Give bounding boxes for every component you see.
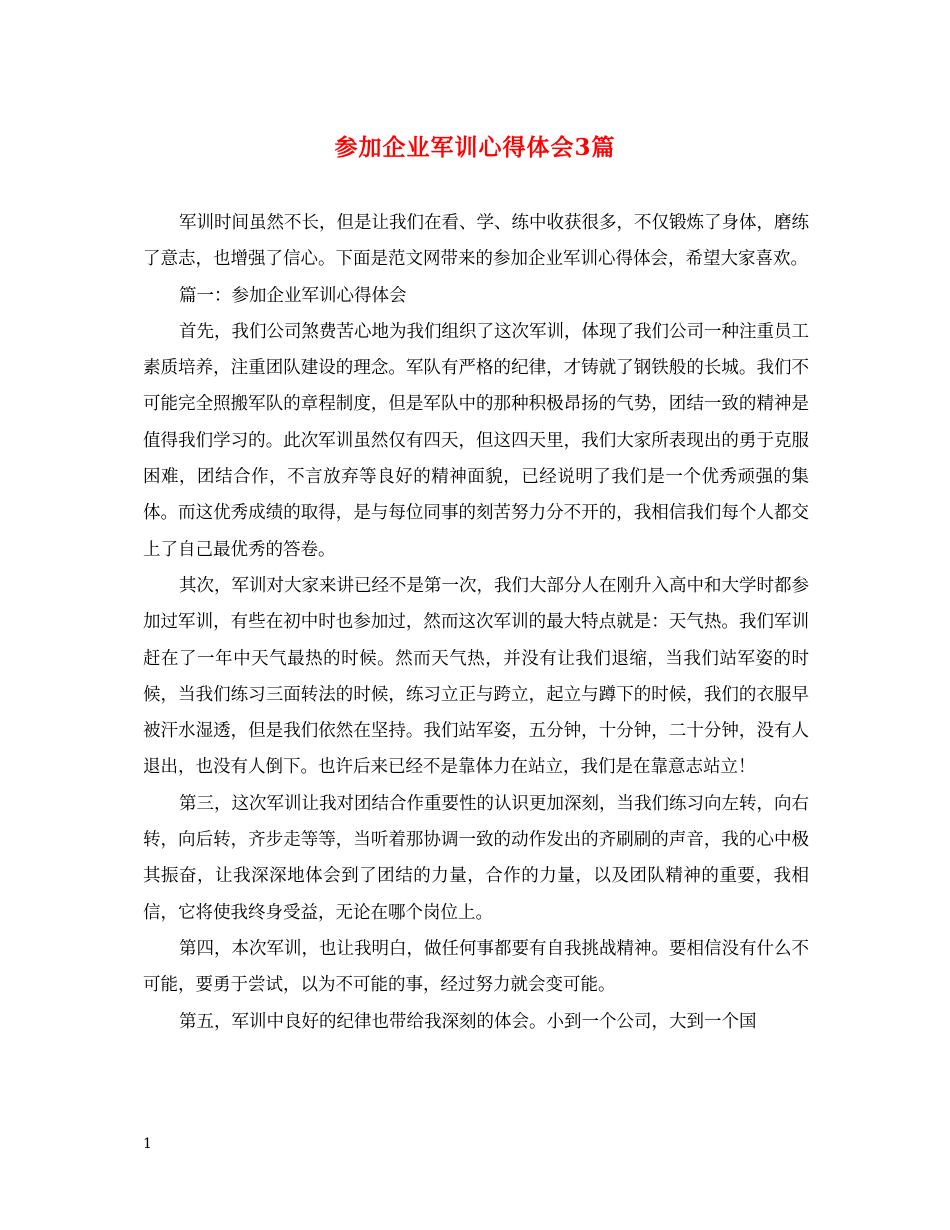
paragraph-first: 首先，我们公司煞费苦心地为我们组织了这次军训，体现了我们公司一种注重员工素质培养，注重团队建设的理念。军队有严格的纪律，才铸就了钢铁般的长城。我们不可能完全照搬军队的章程制度，但是军队中的那种积极昂扬的气势，团结一致的精神是值得我们学习的。此次军训虽然仅有四天，但这四天里，我们大家所表现出的勇于克服困难，团结合作，不言放弃等良好的精神面貌，已经说明了我们是一个优秀顽强的集体。而这优秀成绩的取得，是与每位同事的刻苦努力分不开的，我相信我们每个人都交上了自己最优秀的答卷。 — [143, 321, 809, 560]
section-heading-1: 篇一：参加企业军训心得体会 — [179, 285, 407, 306]
document-title: 参加企业军训心得体会3篇 — [334, 134, 616, 161]
paragraph-intro: 军训时间虽然不长，但是让我们在看、学、练中收获很多，不仅锻炼了身体，磨练了意志，也增强了信心。下面是范文网带来的参加企业军训心得体会，希望大家喜欢。 — [143, 213, 809, 270]
paragraph-fifth: 第五，军训中良好的纪律也带给我深刻的体会。小到一个公司，大到一个国 — [179, 1011, 757, 1032]
paragraph-third: 第三，这次军训让我对团结合作重要性的认识更加深刻，当我们练习向左转，向右转，向后转，齐步走等等，当听着那协调一致的动作发出的齐刷刷的声音，我的心中极其振奋，让我深深地体会到了团结的力量，合作的力量，以及团队精神的重要，我相信，它将使我终身受益，无论在哪个岗位上。 — [143, 793, 809, 923]
document-body — [143, 205, 809, 1040]
paragraph-fourth: 第四，本次军训，也让我明白，做任何事都要有自我挑战精神。要相信没有什么不可能，要勇于尝试，以为不可能的事，经过努力就会变可能。 — [143, 938, 809, 996]
page-number: 1 — [143, 1136, 152, 1152]
paragraph-second: 其次，军训对大家来讲已经不是第一次，我们大部分人在刚升入高中和大学时都参加过军训，有些在初中时也参加过，然而这次军训的最大特点就是：天气热。我们军训赶在了一年中天气最热的时候。然而天气热，并没有让我们退缩，当我们站军姿的时候，当我们练习三面转法的时候，练习立正与跨立，起立与蹲下的时候，我们的衣服早被汗水湿透，但是我们依然在坚持。我们站军姿，五分钟，十分钟，二十分钟，没有人退出，也没有人倒下。也许后来已经不是靠体力在站立，我们是在靠意志站立！ — [143, 575, 809, 778]
